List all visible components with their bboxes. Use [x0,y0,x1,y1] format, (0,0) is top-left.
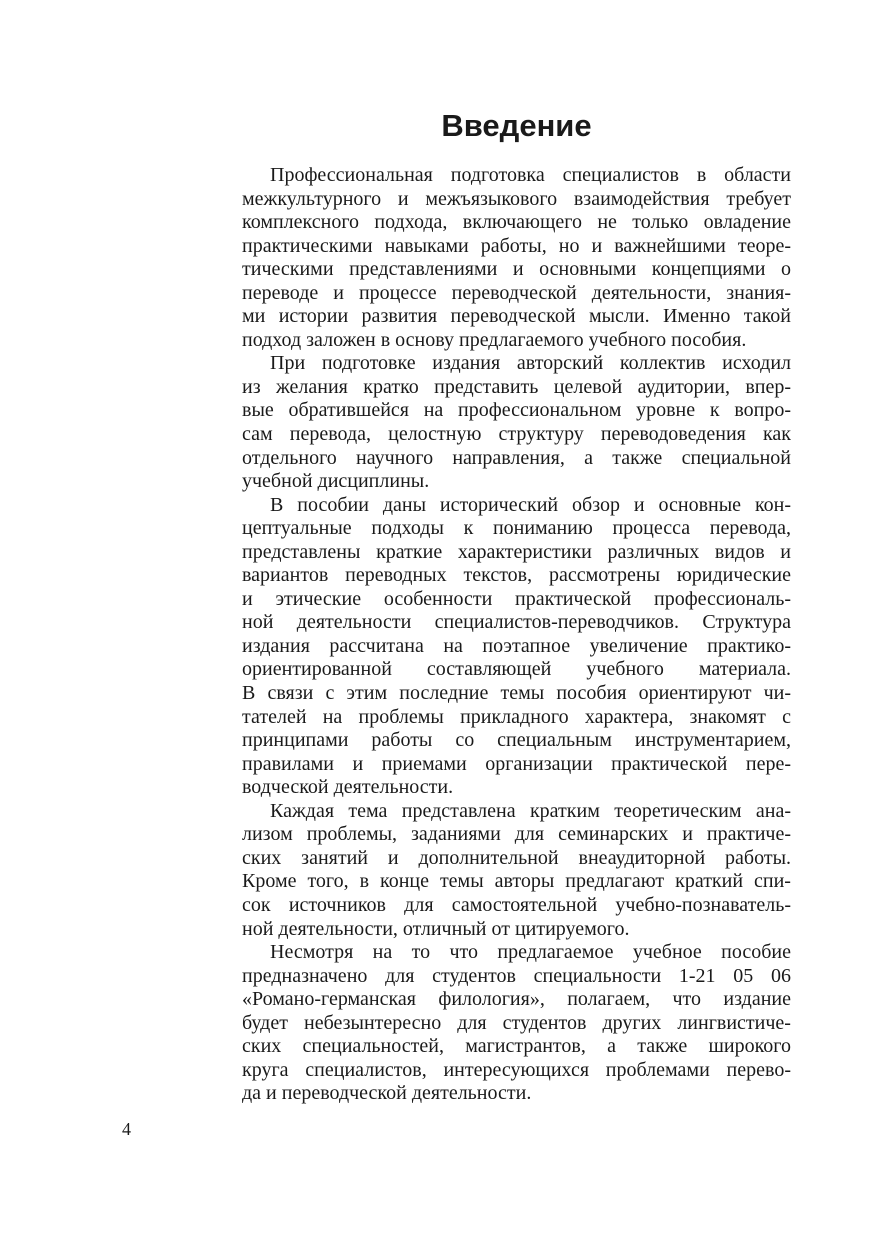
text-line: В связи с этим последние темы пособия ориентируют чи- [242,682,792,705]
text-line: отдельного научного направления, а также специальной [242,446,792,469]
paragraph [242,352,791,493]
text-line: межкультурного и межъязыкового взаимодействия требует [242,187,791,210]
paragraph [242,494,791,800]
text-line: представлены краткие характеристики различных видов и [242,540,792,563]
text-line: тателей на проблемы прикладного характера, знакомят с [242,705,791,728]
text-line: практическими навыками работы, но и важнейшими теоре- [242,234,792,257]
text-line: ми истории развития переводческой мысли. Именно такой [242,305,791,328]
text-line: лизом проблемы, заданиями для семинарских и практиче- [242,823,791,846]
text-line: правилами и приемами организации практической пере- [242,752,792,775]
text-line: Несмотря на то что предлагаемое учебное пособие [270,941,791,964]
paragraph [242,164,791,352]
text-line: При подготовке издания авторский коллектив исходил [270,352,792,375]
text-line: круга специалистов, интересующихся проблемами перево- [242,1058,791,1081]
text-line: водческой деятельности. [242,776,454,799]
text-line: ских занятий и дополнительной внеаудиторной работы. [242,846,792,869]
text-line: из желания кратко представить целевой аудитории, впер- [242,375,792,398]
text-line: подход заложен в основу предлагаемого учебного пособия. [242,328,747,351]
text-line: ной деятельности, отличный от цитируемого. [242,917,630,940]
paragraph [242,800,791,941]
text-line: В пособии даны исторический обзор и основные кон- [270,493,792,516]
text-line: учебной дисциплины. [242,470,430,493]
text-line: принципами работы со специальным инструментарием, [242,729,791,752]
text-line: переводе и процессе переводческой деятельности, знания- [242,281,792,304]
text-line: сок источников для самостоятельной учебно-познаватель- [242,893,792,916]
text-line: вариантов переводных текстов, рассмотрены юридические [242,564,791,587]
text-line: ориентированной составляющей учебного материала. [242,658,792,681]
text-line: цептуальные подходы к пониманию процесса перевода, [242,517,792,540]
text-line: сам перевода, целостную структуру переводоведения как [242,423,791,446]
text-line: комплексного подхода, включающего не только овладение [242,211,792,234]
text-line: Кроме того, в конце темы авторы предлагают краткий спи- [242,870,791,893]
text-line: тическими представлениями и основными концепциями о [242,258,791,281]
text-line: предназначено для студентов специальности 1-21 05 06 [242,964,791,987]
paragraph [242,941,791,1106]
text-line: ной деятельности специалистов-переводчиков. Структура [242,611,791,634]
text-line: издания рассчитана на поэтапное увеличение практико- [242,634,792,657]
text-line: и этические особенности практической профессиональ- [242,587,792,610]
text-line: «Романо-германская филология», полагаем, что издание [242,988,791,1011]
text-line: Профессиональная подготовка специалистов в области [270,164,792,186]
text-line: да и переводческой деятельности. [242,1082,532,1105]
text-line: будет небезынтересно для студентов других лингвистиче- [242,1011,791,1034]
page-number: 4 [122,1119,131,1139]
text-line: вые обратившейся на профессиональном уровне к вопро- [242,399,791,422]
page-title: Введение [441,108,592,143]
body-text [242,164,791,1106]
text-line: ских специальностей, магистрантов, а также широкого [242,1035,791,1058]
text-line: Каждая тема представлена кратким теоретическим ана- [270,799,792,822]
